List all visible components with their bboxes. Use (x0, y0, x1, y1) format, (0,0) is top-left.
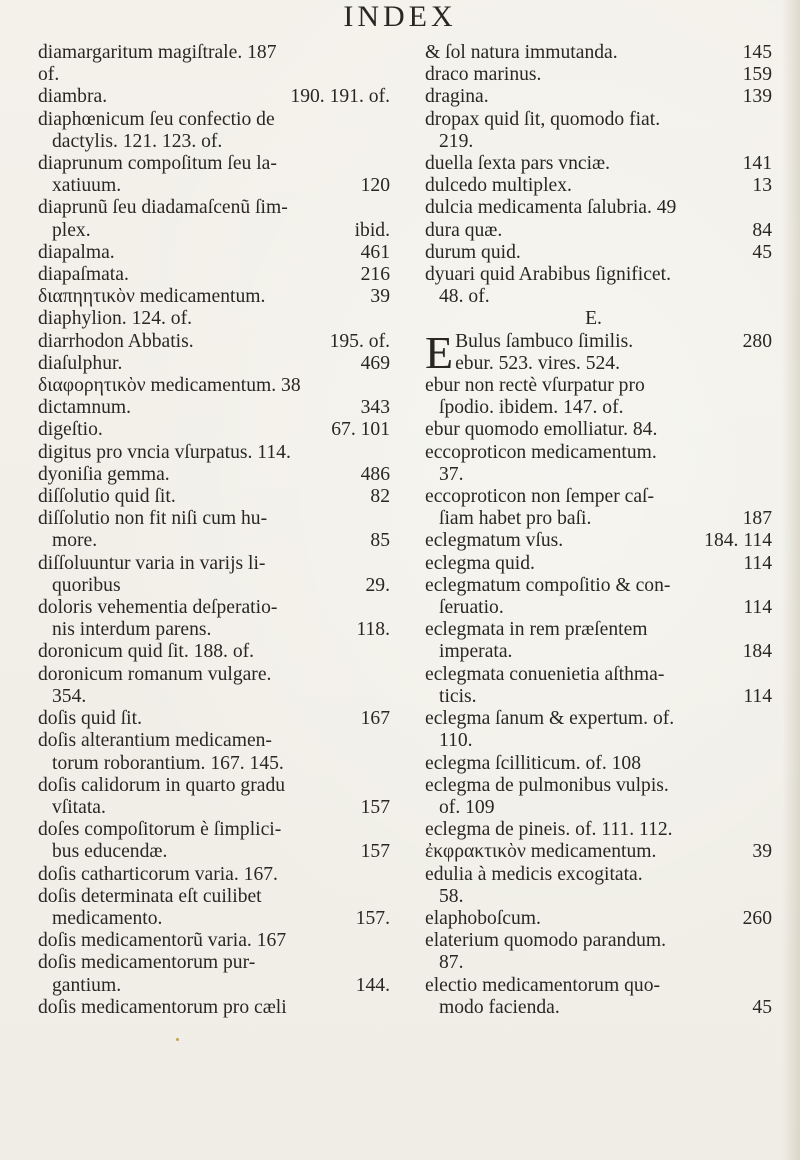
entry-text: digitus pro vncia vſurpatus. 114. (38, 441, 291, 463)
index-entry (425, 975, 772, 1019)
entry-text: plex. (52, 219, 91, 241)
entry-page-ref: 85 (370, 530, 390, 552)
index-entry (38, 109, 390, 153)
entry-text: doſis alterantium medicamen- (38, 730, 272, 752)
index-entry (425, 64, 772, 86)
index-entry (425, 819, 772, 841)
entry-text: elaphoboſcum. (425, 907, 541, 929)
entry-text: diſſolutio quid ſit. (38, 486, 176, 508)
entry-text: modo facienda. (439, 996, 560, 1018)
index-entry (38, 153, 390, 197)
index-entry (425, 619, 772, 663)
entry-text: doſis quid ſit. (38, 708, 142, 730)
entry-page-ref: 216 (360, 264, 390, 286)
index-entry (425, 930, 772, 974)
entry-text: dropax quid ſit, quomodo fiat. (425, 108, 661, 130)
index-entry (38, 997, 390, 1019)
index-entry (425, 864, 772, 908)
entry-page-ref: 157 (360, 841, 390, 863)
entry-page-ref: 167 (360, 708, 390, 730)
entry-text: eclegma de pineis. of. 111. 112. (425, 819, 673, 841)
entry-text: doronicum romanum vulgare. (38, 663, 272, 685)
entry-text: diaprunum compoſitum ſeu la- (38, 153, 277, 175)
entry-page-ref: 39 (752, 841, 772, 863)
entry-text: doſis medicamentorum pro cæli (38, 996, 287, 1018)
drop-cap-initial: E (425, 326, 454, 378)
entry-page-ref: 145 (742, 42, 772, 63)
entry-text: doloris vehementia deſperatio- (38, 597, 278, 619)
entry-text: ſiam habet pro baſi. (439, 508, 592, 530)
index-entry (425, 775, 772, 819)
entry-text: ticis. (439, 685, 477, 707)
entry-page-ref: 195. of. (329, 330, 390, 352)
index-entry (38, 486, 390, 508)
entry-text: 219. (439, 130, 474, 152)
entry-text: 48. of. (439, 286, 490, 308)
index-entry (425, 442, 772, 486)
entry-text: doſis catharticorum varia. 167. (38, 863, 278, 885)
index-entry (425, 486, 772, 530)
entry-text: more. (52, 530, 98, 552)
entry-text: διαφορητικὸν medicamentum. 38 (38, 375, 301, 397)
entry-text: diaprunũ ſeu diadamaſcenũ ſim- (38, 197, 288, 219)
index-entry (38, 442, 390, 464)
entry-text: doronicum quid ſit. 188. of. (38, 641, 255, 663)
entry-text: xatiuum. (52, 175, 122, 197)
index-column-left (38, 42, 390, 1019)
index-entry (425, 753, 772, 775)
entry-text: duella ſexta pars vnciæ. (425, 153, 610, 175)
index-entry (425, 197, 772, 219)
index-entry (38, 331, 390, 353)
entry-text: eclegma ſcilliticum. of. 108 (425, 752, 642, 774)
entry-page-ref: 120 (360, 175, 390, 197)
entry-page-ref: 190. 191. of. (290, 86, 390, 108)
entry-text: 110. (439, 730, 473, 752)
entry-page-ref: 469 (360, 352, 390, 374)
entry-page-ref: 486 (360, 463, 390, 485)
entry-text: durum quid. (425, 241, 521, 263)
entry-page-ref: 184. 114 (704, 530, 772, 552)
entry-text: diamargaritum magiſtrale. 187 (38, 42, 277, 63)
entry-page-ref: 157 (360, 796, 390, 818)
entry-page-ref: ibid. (354, 219, 390, 241)
index-entry (38, 664, 390, 708)
entry-text: & ſol natura immutanda. (425, 42, 618, 63)
index-entry (38, 775, 390, 819)
entry-page-ref: 461 (360, 241, 390, 263)
index-entry (425, 264, 772, 308)
index-entry (38, 553, 390, 597)
entry-page-ref: 29. (365, 574, 390, 596)
entry-text: digeſtio. (38, 419, 103, 441)
index-entry (425, 153, 772, 175)
entry-page-ref: 13 (752, 175, 772, 197)
entry-page-ref: 45 (752, 241, 772, 263)
entry-text: dyoniſia gemma. (38, 463, 170, 485)
entry-page-ref: 157. (355, 907, 390, 929)
index-entry (38, 197, 390, 241)
entry-text: doſis medicamentorum pur- (38, 952, 256, 974)
section-letter-heading: E. (585, 308, 602, 330)
index-entry (38, 819, 390, 863)
index-entry (38, 308, 390, 330)
entry-text: 37. (439, 463, 464, 485)
entry-text: of. 109 (439, 796, 495, 818)
entry-page-ref: 45 (752, 996, 772, 1018)
index-entry (425, 242, 772, 264)
entry-text: ſeruatio. (439, 597, 504, 619)
index-entry (425, 530, 772, 552)
index-entry (38, 86, 390, 108)
index-entry (425, 841, 772, 863)
index-entry (38, 597, 390, 641)
entry-text: diaphylion. 124. of. (38, 308, 193, 330)
index-entry (38, 730, 390, 774)
entry-page-ref: 343 (360, 397, 390, 419)
entry-text: dragina. (425, 86, 489, 108)
entry-page-ref: 84 (752, 219, 772, 241)
entry-text: elaterium quomodo parandum. (425, 930, 667, 952)
entry-text: quoribus (52, 574, 121, 596)
entry-page-ref: 39 (370, 286, 390, 308)
entry-text: ἐκφρακτικὸν medicamentum. (425, 841, 657, 863)
index-entry (425, 86, 772, 108)
entry-text: diapalma. (38, 241, 115, 263)
entry-page-ref: 82 (370, 486, 390, 508)
entry-page-ref: 187 (742, 508, 772, 530)
entry-text: diarrhodon Abbatis. (38, 330, 194, 352)
entry-text: 87. (439, 952, 464, 974)
entry-text: bus educendæ. (52, 841, 168, 863)
index-entry (38, 353, 390, 375)
entry-text: draco marinus. (425, 64, 542, 86)
entry-page-ref: 184 (742, 641, 772, 663)
entry-text: eccoproticon medicamentum. (425, 441, 657, 463)
entry-text: dyuari quid Arabibus ſignificet. (425, 264, 671, 286)
entry-text: nis interdum parens. (52, 619, 212, 641)
index-column-right (425, 42, 772, 1019)
index-entry (425, 664, 772, 708)
index-entry (425, 375, 772, 419)
entry-text: diſſoluuntur varia in varijs li- (38, 552, 266, 574)
entry-text: torum roborantium. 167. 145. (52, 752, 284, 774)
index-entry (425, 220, 772, 242)
index-entry (38, 508, 390, 552)
entry-text: doſis calidorum in quarto gradu (38, 774, 286, 796)
entry-text: diapaſmata. (38, 264, 129, 286)
index-entry (38, 286, 390, 308)
entry-text: eclegmatum vſus. (425, 530, 564, 552)
index-entry (38, 397, 390, 419)
entry-text: dura quæ. (425, 219, 503, 241)
index-entry (38, 864, 390, 886)
entry-text: ebur quomodo emolliatur. 84. (425, 419, 658, 441)
index-entry (425, 908, 772, 930)
entry-page-ref: 118. (356, 619, 390, 641)
entry-text: eclegma ſanum & expertum. of. (425, 708, 675, 730)
entry-text: ebur non rectè vſurpatur pro (425, 375, 645, 397)
entry-text: diambra. (38, 86, 108, 108)
entry-text: imperata. (439, 641, 513, 663)
index-entry (38, 242, 390, 264)
index-entry (38, 464, 390, 486)
page-edge-shadow (782, 0, 800, 1160)
index-entry (38, 375, 390, 397)
entry-text: 354. (52, 685, 87, 707)
entry-text: doſis medicamentorũ varia. 167 (38, 930, 287, 952)
entry-text: gantium. (52, 974, 122, 996)
entry-text: eccoproticon non ſemper caſ- (425, 486, 655, 508)
entry-text: eclegmatum compoſitio & con- (425, 574, 671, 596)
index-entry (425, 575, 772, 619)
index-entry (425, 326, 772, 378)
entry-text: doſes compoſitorum è ſimplici- (38, 819, 282, 841)
entry-text: dictamnum. (38, 397, 132, 419)
entry-page-ref: 67. 101 (331, 419, 390, 441)
entry-text: dactylis. 121. 123. of. (52, 130, 223, 152)
index-entry (425, 109, 772, 153)
entry-text: vſitata. (52, 796, 106, 818)
entry-page-ref: 114 (743, 597, 772, 619)
entry-text: doſis determinata eſt cuilibet (38, 885, 262, 907)
entry-text: dulcia medicamenta ſalubria. 49 (425, 197, 677, 219)
entry-text: Bulus ſambuco ſimilis. (455, 330, 634, 352)
entry-text: edulia à medicis excogitata. (425, 863, 643, 885)
entry-page-ref: 114 (743, 685, 772, 707)
entry-text: medicamento. (52, 907, 163, 929)
entry-text: of. (38, 64, 60, 86)
index-entry (38, 708, 390, 730)
entry-text: eclegmata conuenietia aſthma- (425, 663, 665, 685)
entry-text: ſpodio. ibidem. 147. of. (439, 397, 624, 419)
index-entry (38, 886, 390, 930)
running-header: INDEX (343, 0, 457, 33)
index-entry (425, 419, 772, 441)
index-entry (425, 553, 772, 575)
entry-text: 58. (439, 885, 464, 907)
index-entry (38, 419, 390, 441)
entry-page-ref: 260 (742, 907, 772, 929)
entry-text: διαπηητικὸν medicamentum. (38, 286, 266, 308)
entry-text: diaphœnicum ſeu confectio de (38, 108, 275, 130)
entry-text: eclegma quid. (425, 552, 535, 574)
index-entry (38, 264, 390, 286)
index-entry (425, 708, 772, 752)
entry-page-ref: 144. (355, 974, 390, 996)
entry-text: electio medicamentorum quo- (425, 974, 661, 996)
index-entry (38, 930, 390, 952)
index-entry (38, 641, 390, 663)
entry-page-ref: 139 (742, 86, 772, 108)
entry-text: eclegma de pulmonibus vulpis. (425, 774, 669, 796)
index-entry (38, 42, 390, 86)
entry-page-ref: 159 (742, 64, 772, 86)
paper-stain-mark (176, 1038, 179, 1041)
entry-page-ref: 114 (743, 552, 772, 574)
index-entry (38, 952, 390, 996)
entry-text: diſſolutio non fit niſi cum hu- (38, 508, 268, 530)
index-entry (425, 175, 772, 197)
entry-text: eclegmata in rem præſentem (425, 619, 648, 641)
entry-text: diaſulphur. (38, 352, 123, 374)
entry-page-ref: 280 (742, 330, 772, 352)
entry-text: dulcedo multiplex. (425, 175, 572, 197)
entry-text: ebur. 523. vires. 524. (455, 352, 621, 374)
index-entry (425, 42, 772, 64)
entry-page-ref: 141 (742, 153, 772, 175)
